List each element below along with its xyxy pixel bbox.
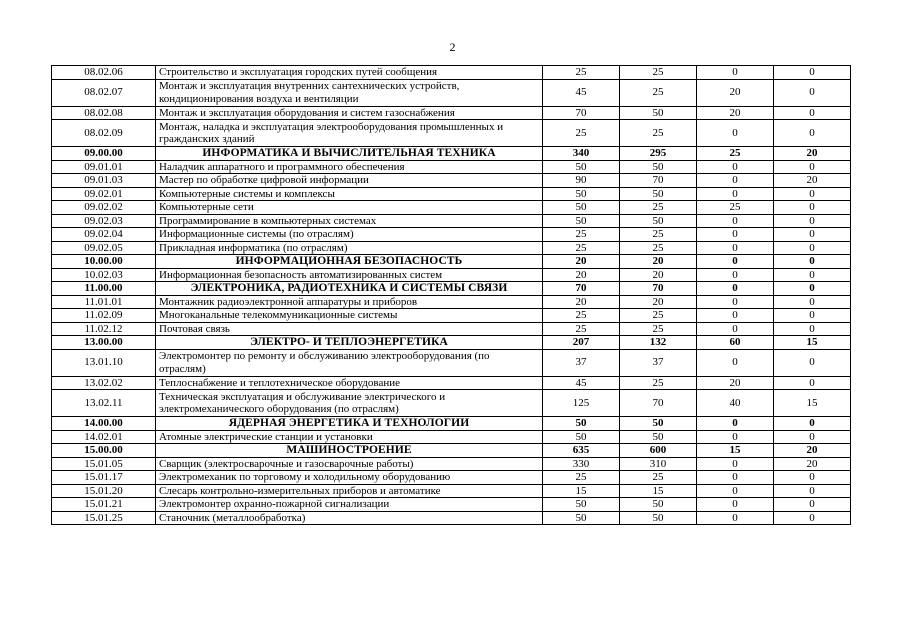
cell-value-4: 0 xyxy=(774,471,851,485)
specialties-table xyxy=(51,65,851,525)
cell-value-2: 25 xyxy=(620,66,697,80)
table-row xyxy=(52,471,851,485)
cell-value-1: 15 xyxy=(543,484,620,498)
cell-value-3: 0 xyxy=(697,417,774,431)
cell-value-3: 15 xyxy=(697,444,774,458)
cell-name: ЯДЕРНАЯ ЭНЕРГЕТИКА И ТЕХНОЛОГИИ xyxy=(156,417,543,431)
cell-code: 15.01.20 xyxy=(52,484,156,498)
cell-name: Слесарь контрольно-измерительных приборов и автоматике xyxy=(156,484,543,498)
group-row xyxy=(52,147,851,161)
cell-value-1: 37 xyxy=(543,349,620,376)
group-row xyxy=(52,444,851,458)
cell-code: 13.00.00 xyxy=(52,336,156,350)
cell-value-4: 0 xyxy=(774,228,851,242)
cell-code: 08.02.09 xyxy=(52,120,156,147)
cell-code: 09.02.01 xyxy=(52,187,156,201)
cell-value-3: 20 xyxy=(697,376,774,390)
cell-value-2: 50 xyxy=(620,417,697,431)
cell-name: Электромеханик по торговому и холодильному оборудованию xyxy=(156,471,543,485)
cell-name: Монтажник радиоэлектронной аппаратуры и приборов xyxy=(156,295,543,309)
cell-value-3: 0 xyxy=(697,295,774,309)
cell-value-2: 20 xyxy=(620,295,697,309)
cell-name: Многоканальные телекоммуникационные системы xyxy=(156,309,543,323)
cell-code: 11.02.09 xyxy=(52,309,156,323)
cell-value-3: 0 xyxy=(697,66,774,80)
cell-value-3: 0 xyxy=(697,457,774,471)
table-row xyxy=(52,390,851,417)
cell-value-2: 25 xyxy=(620,79,697,106)
cell-value-3: 0 xyxy=(697,484,774,498)
cell-value-4: 15 xyxy=(774,390,851,417)
table-row xyxy=(52,484,851,498)
cell-code: 09.02.05 xyxy=(52,241,156,255)
cell-value-3: 0 xyxy=(697,174,774,188)
cell-value-4: 0 xyxy=(774,79,851,106)
page-number: 2 xyxy=(449,40,456,54)
cell-code: 13.02.11 xyxy=(52,390,156,417)
table-row xyxy=(52,268,851,282)
cell-value-2: 25 xyxy=(620,120,697,147)
cell-name: Монтаж и эксплуатация внутренних сантехнических устройств, кондиционирования воздуха и вентиляции xyxy=(156,79,543,106)
table-row xyxy=(52,309,851,323)
cell-value-2: 25 xyxy=(620,376,697,390)
table-row xyxy=(52,376,851,390)
cell-name: Компьютерные сети xyxy=(156,201,543,215)
table-row xyxy=(52,349,851,376)
cell-value-4: 0 xyxy=(774,268,851,282)
cell-value-3: 20 xyxy=(697,79,774,106)
cell-code: 10.00.00 xyxy=(52,255,156,269)
cell-value-4: 0 xyxy=(774,201,851,215)
cell-value-3: 20 xyxy=(697,106,774,120)
cell-value-3: 0 xyxy=(697,187,774,201)
cell-value-2: 25 xyxy=(620,471,697,485)
cell-value-4: 0 xyxy=(774,160,851,174)
table-row xyxy=(52,214,851,228)
cell-name: Атомные электрические станции и установки xyxy=(156,430,543,444)
cell-name: ЭЛЕКТРОНИКА, РАДИОТЕХНИКА И СИСТЕМЫ СВЯЗИ xyxy=(156,282,543,296)
cell-value-4: 0 xyxy=(774,214,851,228)
cell-value-2: 310 xyxy=(620,457,697,471)
table-row xyxy=(52,174,851,188)
cell-name: Строительство и эксплуатация городских путей сообщения xyxy=(156,66,543,80)
cell-value-3: 0 xyxy=(697,282,774,296)
cell-value-4: 20 xyxy=(774,147,851,161)
group-row xyxy=(52,336,851,350)
cell-value-2: 50 xyxy=(620,187,697,201)
cell-value-4: 0 xyxy=(774,187,851,201)
cell-value-1: 20 xyxy=(543,268,620,282)
cell-value-1: 70 xyxy=(543,282,620,296)
cell-value-1: 25 xyxy=(543,241,620,255)
table-row xyxy=(52,322,851,336)
cell-value-1: 90 xyxy=(543,174,620,188)
cell-value-1: 340 xyxy=(543,147,620,161)
cell-name: Теплоснабжение и теплотехническое оборудование xyxy=(156,376,543,390)
cell-value-1: 50 xyxy=(543,498,620,512)
table-row xyxy=(52,295,851,309)
cell-value-1: 20 xyxy=(543,255,620,269)
table-row xyxy=(52,106,851,120)
cell-value-1: 50 xyxy=(543,417,620,431)
cell-value-1: 330 xyxy=(543,457,620,471)
cell-value-3: 0 xyxy=(697,160,774,174)
cell-name: Электромонтер по ремонту и обслуживанию электрооборудования (по отраслям) xyxy=(156,349,543,376)
cell-value-3: 25 xyxy=(697,147,774,161)
table-row xyxy=(52,241,851,255)
cell-value-3: 0 xyxy=(697,309,774,323)
cell-value-2: 50 xyxy=(620,106,697,120)
cell-value-2: 295 xyxy=(620,147,697,161)
cell-name: Наладчик аппаратного и программного обеспечения xyxy=(156,160,543,174)
cell-code: 08.02.07 xyxy=(52,79,156,106)
group-row xyxy=(52,282,851,296)
cell-value-2: 15 xyxy=(620,484,697,498)
cell-value-2: 50 xyxy=(620,214,697,228)
cell-name: Электромонтер охранно-пожарной сигнализации xyxy=(156,498,543,512)
cell-value-4: 0 xyxy=(774,417,851,431)
cell-code: 08.02.08 xyxy=(52,106,156,120)
table-row xyxy=(52,120,851,147)
cell-code: 11.02.12 xyxy=(52,322,156,336)
table-row xyxy=(52,79,851,106)
cell-name: Прикладная информатика (по отраслям) xyxy=(156,241,543,255)
cell-name: ЭЛЕКТРО- И ТЕПЛОЭНЕРГЕТИКА xyxy=(156,336,543,350)
cell-value-3: 40 xyxy=(697,390,774,417)
group-row xyxy=(52,417,851,431)
cell-code: 14.00.00 xyxy=(52,417,156,431)
cell-value-4: 0 xyxy=(774,376,851,390)
cell-value-2: 50 xyxy=(620,498,697,512)
cell-code: 15.01.25 xyxy=(52,511,156,525)
cell-value-3: 0 xyxy=(697,349,774,376)
cell-code: 13.02.02 xyxy=(52,376,156,390)
cell-code: 14.02.01 xyxy=(52,430,156,444)
cell-value-2: 70 xyxy=(620,282,697,296)
cell-name: Мастер по обработке цифровой информации xyxy=(156,174,543,188)
cell-code: 15.01.17 xyxy=(52,471,156,485)
cell-value-1: 50 xyxy=(543,511,620,525)
cell-value-2: 70 xyxy=(620,174,697,188)
cell-name: Станочник (металлообработка) xyxy=(156,511,543,525)
cell-code: 09.00.00 xyxy=(52,147,156,161)
cell-value-3: 0 xyxy=(697,228,774,242)
cell-value-3: 0 xyxy=(697,322,774,336)
cell-value-4: 20 xyxy=(774,457,851,471)
cell-code: 13.01.10 xyxy=(52,349,156,376)
cell-value-2: 132 xyxy=(620,336,697,350)
table-row xyxy=(52,228,851,242)
cell-value-4: 0 xyxy=(774,66,851,80)
cell-value-3: 60 xyxy=(697,336,774,350)
cell-value-4: 0 xyxy=(774,322,851,336)
cell-value-3: 0 xyxy=(697,241,774,255)
cell-value-1: 125 xyxy=(543,390,620,417)
cell-name: ИНФОРМАТИКА И ВЫЧИСЛИТЕЛЬНАЯ ТЕХНИКА xyxy=(156,147,543,161)
table-row xyxy=(52,430,851,444)
cell-value-4: 0 xyxy=(774,120,851,147)
table-row xyxy=(52,160,851,174)
cell-value-1: 25 xyxy=(543,471,620,485)
cell-value-1: 25 xyxy=(543,228,620,242)
cell-code: 09.02.02 xyxy=(52,201,156,215)
cell-value-1: 50 xyxy=(543,214,620,228)
cell-value-2: 50 xyxy=(620,160,697,174)
cell-value-3: 0 xyxy=(697,498,774,512)
cell-value-2: 25 xyxy=(620,309,697,323)
cell-value-1: 20 xyxy=(543,295,620,309)
cell-value-1: 70 xyxy=(543,106,620,120)
cell-value-1: 635 xyxy=(543,444,620,458)
cell-code: 10.02.03 xyxy=(52,268,156,282)
cell-value-3: 0 xyxy=(697,214,774,228)
cell-value-4: 0 xyxy=(774,349,851,376)
cell-name: Техническая эксплуатация и обслуживание электрического и электромеханического оборудования (по отраслям) xyxy=(156,390,543,417)
cell-code: 15.01.05 xyxy=(52,457,156,471)
table-row xyxy=(52,457,851,471)
cell-value-3: 0 xyxy=(697,120,774,147)
cell-value-1: 50 xyxy=(543,160,620,174)
cell-value-1: 45 xyxy=(543,376,620,390)
cell-value-1: 25 xyxy=(543,66,620,80)
table-row xyxy=(52,201,851,215)
cell-name: Почтовая связь xyxy=(156,322,543,336)
table-row xyxy=(52,66,851,80)
cell-code: 09.01.01 xyxy=(52,160,156,174)
cell-value-4: 20 xyxy=(774,174,851,188)
cell-value-4: 0 xyxy=(774,255,851,269)
cell-value-4: 0 xyxy=(774,282,851,296)
cell-code: 15.01.21 xyxy=(52,498,156,512)
cell-code: 09.02.03 xyxy=(52,214,156,228)
cell-value-1: 207 xyxy=(543,336,620,350)
cell-value-4: 0 xyxy=(774,241,851,255)
cell-value-3: 0 xyxy=(697,255,774,269)
table-row xyxy=(52,498,851,512)
cell-value-2: 25 xyxy=(620,201,697,215)
cell-value-2: 25 xyxy=(620,241,697,255)
cell-value-2: 20 xyxy=(620,268,697,282)
cell-value-2: 20 xyxy=(620,255,697,269)
cell-value-3: 0 xyxy=(697,471,774,485)
cell-value-2: 25 xyxy=(620,228,697,242)
table-row xyxy=(52,187,851,201)
cell-value-1: 50 xyxy=(543,430,620,444)
cell-value-4: 0 xyxy=(774,511,851,525)
cell-code: 15.00.00 xyxy=(52,444,156,458)
cell-code: 11.00.00 xyxy=(52,282,156,296)
cell-name: Сварщик (электросварочные и газосварочные работы) xyxy=(156,457,543,471)
cell-value-4: 0 xyxy=(774,295,851,309)
cell-code: 09.02.04 xyxy=(52,228,156,242)
cell-value-2: 600 xyxy=(620,444,697,458)
cell-code: 09.01.03 xyxy=(52,174,156,188)
table-row xyxy=(52,511,851,525)
cell-name: МАШИНОСТРОЕНИЕ xyxy=(156,444,543,458)
cell-value-1: 45 xyxy=(543,79,620,106)
cell-name: Монтаж и эксплуатация оборудования и систем газоснабжения xyxy=(156,106,543,120)
cell-name: Информационные системы (по отраслям) xyxy=(156,228,543,242)
cell-value-4: 0 xyxy=(774,106,851,120)
cell-value-3: 0 xyxy=(697,511,774,525)
cell-value-2: 70 xyxy=(620,390,697,417)
cell-value-4: 0 xyxy=(774,430,851,444)
cell-code: 08.02.06 xyxy=(52,66,156,80)
cell-value-2: 37 xyxy=(620,349,697,376)
cell-value-4: 20 xyxy=(774,444,851,458)
cell-name: Программирование в компьютерных системах xyxy=(156,214,543,228)
cell-value-4: 15 xyxy=(774,336,851,350)
cell-value-3: 0 xyxy=(697,268,774,282)
group-row xyxy=(52,255,851,269)
cell-value-4: 0 xyxy=(774,498,851,512)
cell-value-1: 50 xyxy=(543,187,620,201)
table-body xyxy=(52,66,851,525)
cell-value-1: 25 xyxy=(543,120,620,147)
cell-name: Информационная безопасность автоматизированных систем xyxy=(156,268,543,282)
cell-code: 11.01.01 xyxy=(52,295,156,309)
cell-value-2: 25 xyxy=(620,322,697,336)
cell-value-1: 50 xyxy=(543,201,620,215)
cell-value-1: 25 xyxy=(543,309,620,323)
cell-name: ИНФОРМАЦИОННАЯ БЕЗОПАСНОСТЬ xyxy=(156,255,543,269)
cell-value-3: 25 xyxy=(697,201,774,215)
cell-value-3: 0 xyxy=(697,430,774,444)
cell-name: Монтаж, наладка и эксплуатация электрооборудования промышленных и гражданских зданий xyxy=(156,120,543,147)
cell-value-4: 0 xyxy=(774,484,851,498)
cell-value-2: 50 xyxy=(620,511,697,525)
cell-value-2: 50 xyxy=(620,430,697,444)
cell-name: Компьютерные системы и комплексы xyxy=(156,187,543,201)
cell-value-1: 25 xyxy=(543,322,620,336)
cell-value-4: 0 xyxy=(774,309,851,323)
